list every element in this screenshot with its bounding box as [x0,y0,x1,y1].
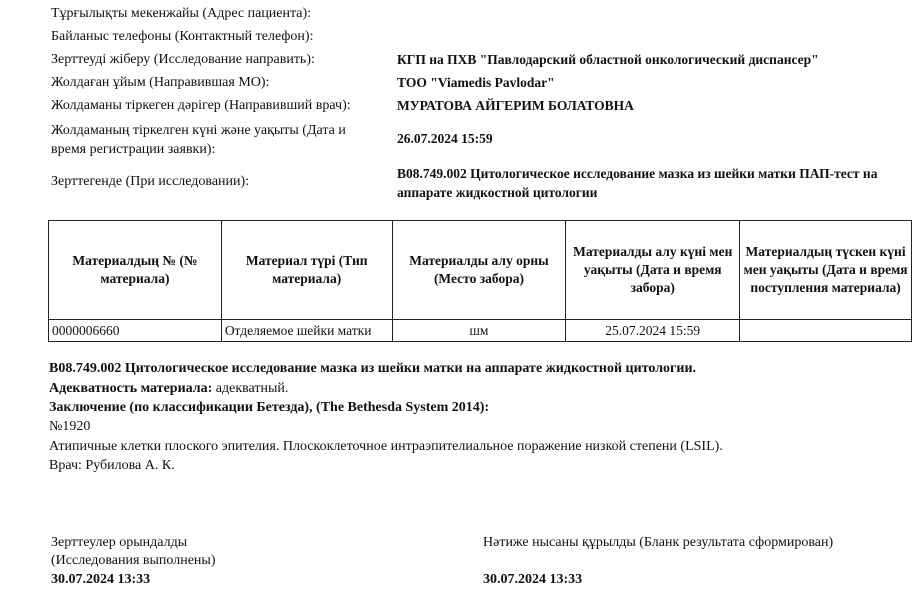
material-table [48,220,912,342]
footer-formed-date: 30.07.2024 13:33 [483,572,583,587]
result-conclusion-text: Атипичные клетки плоского эпителия. Плоскоклеточное интраэпителиальное поражение низкой степени (LSIL). [49,439,723,454]
field-label-referring-doctor: Жолдаманы тіркеген дәрігер (Направивший врач): [51,98,351,113]
field-label-phone: Байланыс телефоны (Контактный телефон): [51,29,314,44]
col-header-material-number: Материалдың № (№ материала) [49,221,222,320]
field-label-study: Зерттегенде (При исследовании): [51,174,250,189]
footer-performed-label-kz: Зерттеулер орындалды [51,535,188,550]
field-label-registration-date: Жолдаманың тіркелген күні және уақыты (Дата и время регистрации заявки): [51,123,346,157]
table-row [49,320,912,342]
field-label-send-to: Зерттеуді жіберу (Исследование направить): [51,52,315,67]
field-value-referring-org: ТОО "Viamedis Pavlodar" [397,75,555,90]
adequacy-label: Адекватность материала: [49,381,213,396]
result-study-title: B08.749.002 Цитологическое исследование мазка из шейки матки на аппарате жидкостной цитологии. [49,361,697,376]
footer-formed-label: Нәтиже нысаны құрылды (Бланк результата сформирован) [483,535,834,550]
field-value-study: B08.749.002 Цитологическое исследование мазка из шейки матки ПАП-тест на аппарате жидкостной цитологии [397,166,878,200]
col-header-material-type: Материал түрі (Тип материала) [221,221,392,320]
cell-received-date [740,320,912,342]
field-value-referring-doctor: МУРАТОВА АЙГЕРИМ БОЛАТОВНА [397,98,634,113]
result-adequacy [49,381,288,397]
table-header-row [49,221,912,320]
result-number: №1920 [49,419,91,434]
col-header-received-date: Материалдың түскен күні мен уақыты (Дата и время поступления материала) [740,221,912,320]
footer-performed-date: 30.07.2024 13:33 [51,572,151,587]
col-header-collection-date: Материалды алу күні мен уақыты (Дата и время забора) [566,221,740,320]
cell-collection-date: 25.07.2024 15:59 [566,320,740,342]
col-header-collection-site: Материалды алу орны (Место забора) [392,221,566,320]
cell-material-type: Отделяемое шейки матки [221,320,392,342]
cell-collection-site: шм [392,320,566,342]
field-value-registration-date: 26.07.2024 15:59 [397,131,493,146]
field-value-send-to: КГП на ПХВ "Павлодарский областной онкологический диспансер" [397,52,819,67]
adequacy-value: адекватный. [215,381,289,396]
field-label-address: Тұрғылықты мекенжайы (Адрес пациента): [51,6,312,21]
result-conclusion-label: Заключение (по классификации Бетезда), (The Bethesda System 2014): [49,400,490,415]
field-label-referring-org: Жолдаған ұйым (Направившая МО): [51,75,270,90]
footer-performed-label-ru: (Исследования выполнены) [51,553,216,568]
result-doctor: Врач: Рубилова А. К. [49,458,175,473]
cell-material-number: 0000006660 [49,320,222,342]
